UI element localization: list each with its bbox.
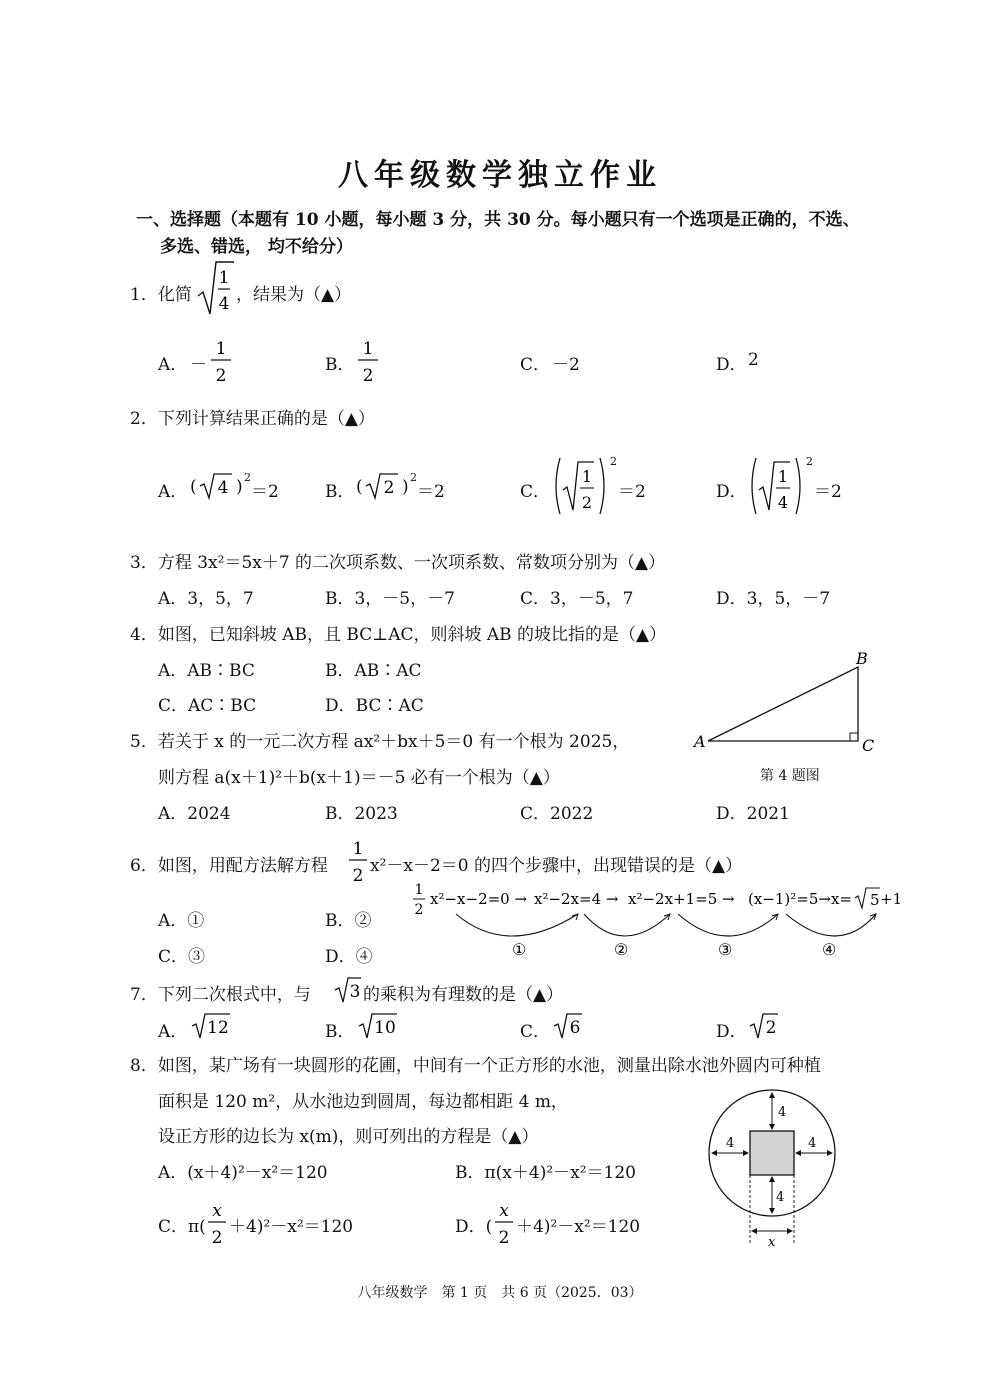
q4-figure-caption: 第 4 题图 xyxy=(760,768,820,784)
q6-step-mark-2: ② xyxy=(614,940,629,959)
q2-option-a-sqrt xyxy=(198,470,234,500)
q6-step-mark-4: ④ xyxy=(822,940,837,959)
q1-option-d-label: D． xyxy=(716,355,747,375)
q2-option-c-rest: ＝2 xyxy=(618,482,646,502)
q8-option-c-den: 2 xyxy=(211,1228,223,1248)
q3-option-d: D．3，5，－7 xyxy=(716,589,831,609)
q2-option-b-sqrt xyxy=(364,470,400,500)
q8-stem-line2: 面积是 120 m²，从水池边到圆周，每边都相距 4 m， xyxy=(158,1092,568,1112)
q1-option-a-sign: － xyxy=(190,355,207,375)
q2-option-d-label: D． xyxy=(716,482,747,502)
q8-label-x: x xyxy=(768,1235,776,1250)
q8-label-bottom: 4 xyxy=(776,1190,785,1205)
q7-stem-sqrt xyxy=(333,974,363,1004)
q8-label-top: 4 xyxy=(778,1105,787,1120)
q1-radicand-den: 4 xyxy=(218,294,230,314)
section-heading-line2: 多选、错选， 均不给分） xyxy=(160,237,353,257)
q2-option-c-num: 1 xyxy=(581,467,593,486)
q5-option-a: A．2024 xyxy=(158,804,231,824)
q4-triangle-figure xyxy=(690,645,890,755)
q8-stem-line3: 设正方形的边长为 x(m)，则可列出的方程是（▲） xyxy=(158,1127,539,1147)
q6-stem-frac-num: 1 xyxy=(352,839,364,859)
q8-option-c-num: x xyxy=(212,1201,222,1221)
q2-option-d-rest: ＝2 xyxy=(814,482,842,502)
q7-stem-b: 的乘积为有理数的是（▲） xyxy=(363,985,564,1005)
q2-option-d-sup: 2 xyxy=(806,455,813,468)
q6-step-mark-3: ③ xyxy=(718,940,733,959)
q7-option-a-radicand: 12 xyxy=(207,1018,229,1038)
q4-stem: 4．如图，已知斜坡 AB，且 BC⊥AC，则斜坡 AB 的坡比指的是（▲） xyxy=(130,625,667,645)
q7-option-d-radicand: 2 xyxy=(765,1018,777,1038)
q4-point-c: C xyxy=(862,736,875,755)
q6-steps-frac-den: 2 xyxy=(414,902,424,918)
q4-option-a: A．AB∶BC xyxy=(158,661,255,681)
q5-stem-line2: 则方程 a(x＋1)²＋b(x＋1)＝－5 必有一个根为（▲） xyxy=(158,768,560,788)
q8-option-d-fraction xyxy=(493,1196,515,1248)
q7-option-c-radicand: 6 xyxy=(569,1018,581,1038)
q2-option-b-label: B． xyxy=(325,482,355,502)
q6-stem-frac-den: 2 xyxy=(352,866,364,886)
q2-option-b-rest: ＝2 xyxy=(417,482,445,502)
q2-option-b-sup: 2 xyxy=(410,471,417,484)
q5-option-c: C．2022 xyxy=(520,804,594,824)
q4-point-b: B xyxy=(856,649,868,668)
q7-option-b-label: B． xyxy=(325,1022,355,1042)
q2-option-b-close: ) xyxy=(402,477,409,497)
q7-option-c-sqrt xyxy=(552,1010,584,1040)
q6-step-mark-1: ① xyxy=(512,940,527,959)
q2-option-c-den: 2 xyxy=(581,493,593,512)
q1-stem-b: ，结果为（▲） xyxy=(236,285,352,305)
q8-option-c-label: C．π( xyxy=(158,1217,206,1237)
q7-option-b-radicand: 10 xyxy=(374,1018,396,1038)
q3-option-a: A．3，5，7 xyxy=(158,589,254,609)
page-title: 八年级数学独立作业 xyxy=(338,158,662,193)
q8-option-c-rest: ＋4)²－x²＝120 xyxy=(229,1217,354,1237)
q6-option-d: D．④ xyxy=(325,947,373,967)
q2-option-c-label: C． xyxy=(520,482,551,502)
q1-option-b-num: 1 xyxy=(362,339,374,359)
q2-option-a-label: A． xyxy=(158,482,188,502)
q1-option-b-fraction xyxy=(355,334,381,386)
q6-step-2: x²−2x=4 → xyxy=(534,890,619,908)
q8-option-d-label: D．( xyxy=(455,1217,493,1237)
q1-option-c-label: C． xyxy=(520,355,551,375)
q6-step-5: +1 xyxy=(880,890,903,908)
q6-steps-figure xyxy=(408,878,903,964)
q6-stem-a: 6．如图，用配方法解方程 xyxy=(130,856,328,876)
q1-stem-a: 1．化简 xyxy=(130,285,192,305)
q2-option-a-rest: ＝2 xyxy=(251,482,279,502)
q1-option-a-den: 2 xyxy=(215,366,227,386)
q2-option-a-open: ( xyxy=(190,477,197,497)
q8-option-d-den: 2 xyxy=(498,1228,510,1248)
q2-option-b-open: ( xyxy=(356,477,363,497)
q4-option-c: C．AC∶BC xyxy=(158,696,257,716)
q6-step-root: 5 xyxy=(870,891,880,909)
q2-option-a-sup: 2 xyxy=(244,471,251,484)
q3-stem: 3．方程 3x²＝5x＋7 的二次项系数、一次项系数、常数项分别为（▲） xyxy=(130,553,666,573)
q2-option-b-radicand: 2 xyxy=(383,478,395,498)
q1-option-b-den: 2 xyxy=(362,366,374,386)
q8-option-b: B．π(x＋4)²－x²＝120 xyxy=(455,1163,636,1183)
q4-option-d: D．BC∶AC xyxy=(325,696,424,716)
page-footer: 八年级数学 第 1 页 共 6 页（2025．03） xyxy=(357,1285,643,1301)
q2-option-a-close: ) xyxy=(236,477,243,497)
q2-option-a-radicand: 4 xyxy=(217,478,229,498)
q6-step-4: (x−1)²=5→x= xyxy=(748,890,852,908)
q8-pond-figure xyxy=(700,1085,845,1250)
q6-option-a: A．① xyxy=(158,911,205,931)
q2-option-c-sup: 2 xyxy=(610,455,617,468)
section-heading-line1: 一、选择题（本题有 10 小题，每小题 3 分，共 30 分。每小题只有一个选项是正确的，不选、 xyxy=(136,210,860,230)
q1-option-a-num: 1 xyxy=(215,339,227,359)
q7-stem-radicand: 3 xyxy=(349,982,361,1002)
q1-option-d-text: 2 xyxy=(748,350,759,370)
q8-option-d-rest: ＋4)²－x²＝120 xyxy=(516,1217,641,1237)
q2-option-d-num: 1 xyxy=(777,467,789,486)
q5-stem-line1: 5．若关于 x 的一元二次方程 ax²＋bx＋5＝0 有一个根为 2025， xyxy=(130,732,630,752)
q6-stem-fraction xyxy=(346,834,370,888)
q3-option-b: B．3，－5，－7 xyxy=(325,589,455,609)
q7-option-c-label: C． xyxy=(520,1022,551,1042)
q8-option-d-num: x xyxy=(499,1201,509,1221)
q1-option-b-label: B． xyxy=(325,355,355,375)
q7-option-d-sqrt xyxy=(748,1010,780,1040)
q1-radicand-num: 1 xyxy=(218,268,230,288)
q8-stem-line1: 8．如图，某广场有一块圆形的花圃，中间有一个正方形的水池，测量出除水池外圆内可种植 xyxy=(130,1056,821,1076)
q7-option-d-label: D． xyxy=(716,1022,747,1042)
q2-option-d-den: 4 xyxy=(777,493,789,512)
q5-option-d: D．2021 xyxy=(716,804,790,824)
q4-option-b: B．AB∶AC xyxy=(325,661,422,681)
q8-option-a: A．(x＋4)²－x²＝120 xyxy=(158,1163,328,1183)
q4-point-a: A xyxy=(694,732,706,751)
q7-option-a-label: A． xyxy=(158,1022,188,1042)
q1-option-a-fraction xyxy=(208,334,234,386)
q5-option-b: B．2023 xyxy=(325,804,398,824)
q6-step-3: x²−2x+1=5 → xyxy=(628,890,735,908)
q6-steps-frac-num: 1 xyxy=(414,882,424,898)
q6-stem-b: x²－x－2＝0 的四个步骤中，出现错误的是（▲） xyxy=(370,856,743,876)
q1-option-c-text: －2 xyxy=(552,355,580,375)
q7-stem-a: 7．下列二次根式中，与 xyxy=(130,985,311,1005)
q7-option-a-sqrt xyxy=(190,1010,232,1040)
q6-option-b: B．② xyxy=(325,911,372,931)
q3-option-c: C．3，－5，7 xyxy=(520,589,634,609)
q6-step-1: x²−x−2=0 → xyxy=(430,890,528,908)
q1-sqrt-fraction xyxy=(196,258,236,318)
q8-label-left: 4 xyxy=(726,1136,735,1151)
q2-option-c-expression xyxy=(550,452,618,520)
q2-stem: 2．下列计算结果正确的是（▲） xyxy=(130,409,375,429)
q6-option-c: C．③ xyxy=(158,947,206,967)
q8-label-right: 4 xyxy=(808,1136,817,1151)
q2-option-d-expression xyxy=(746,452,814,520)
q8-option-c-fraction xyxy=(206,1196,228,1248)
q7-option-b-sqrt xyxy=(357,1010,399,1040)
q1-option-a-label: A． xyxy=(158,355,188,375)
